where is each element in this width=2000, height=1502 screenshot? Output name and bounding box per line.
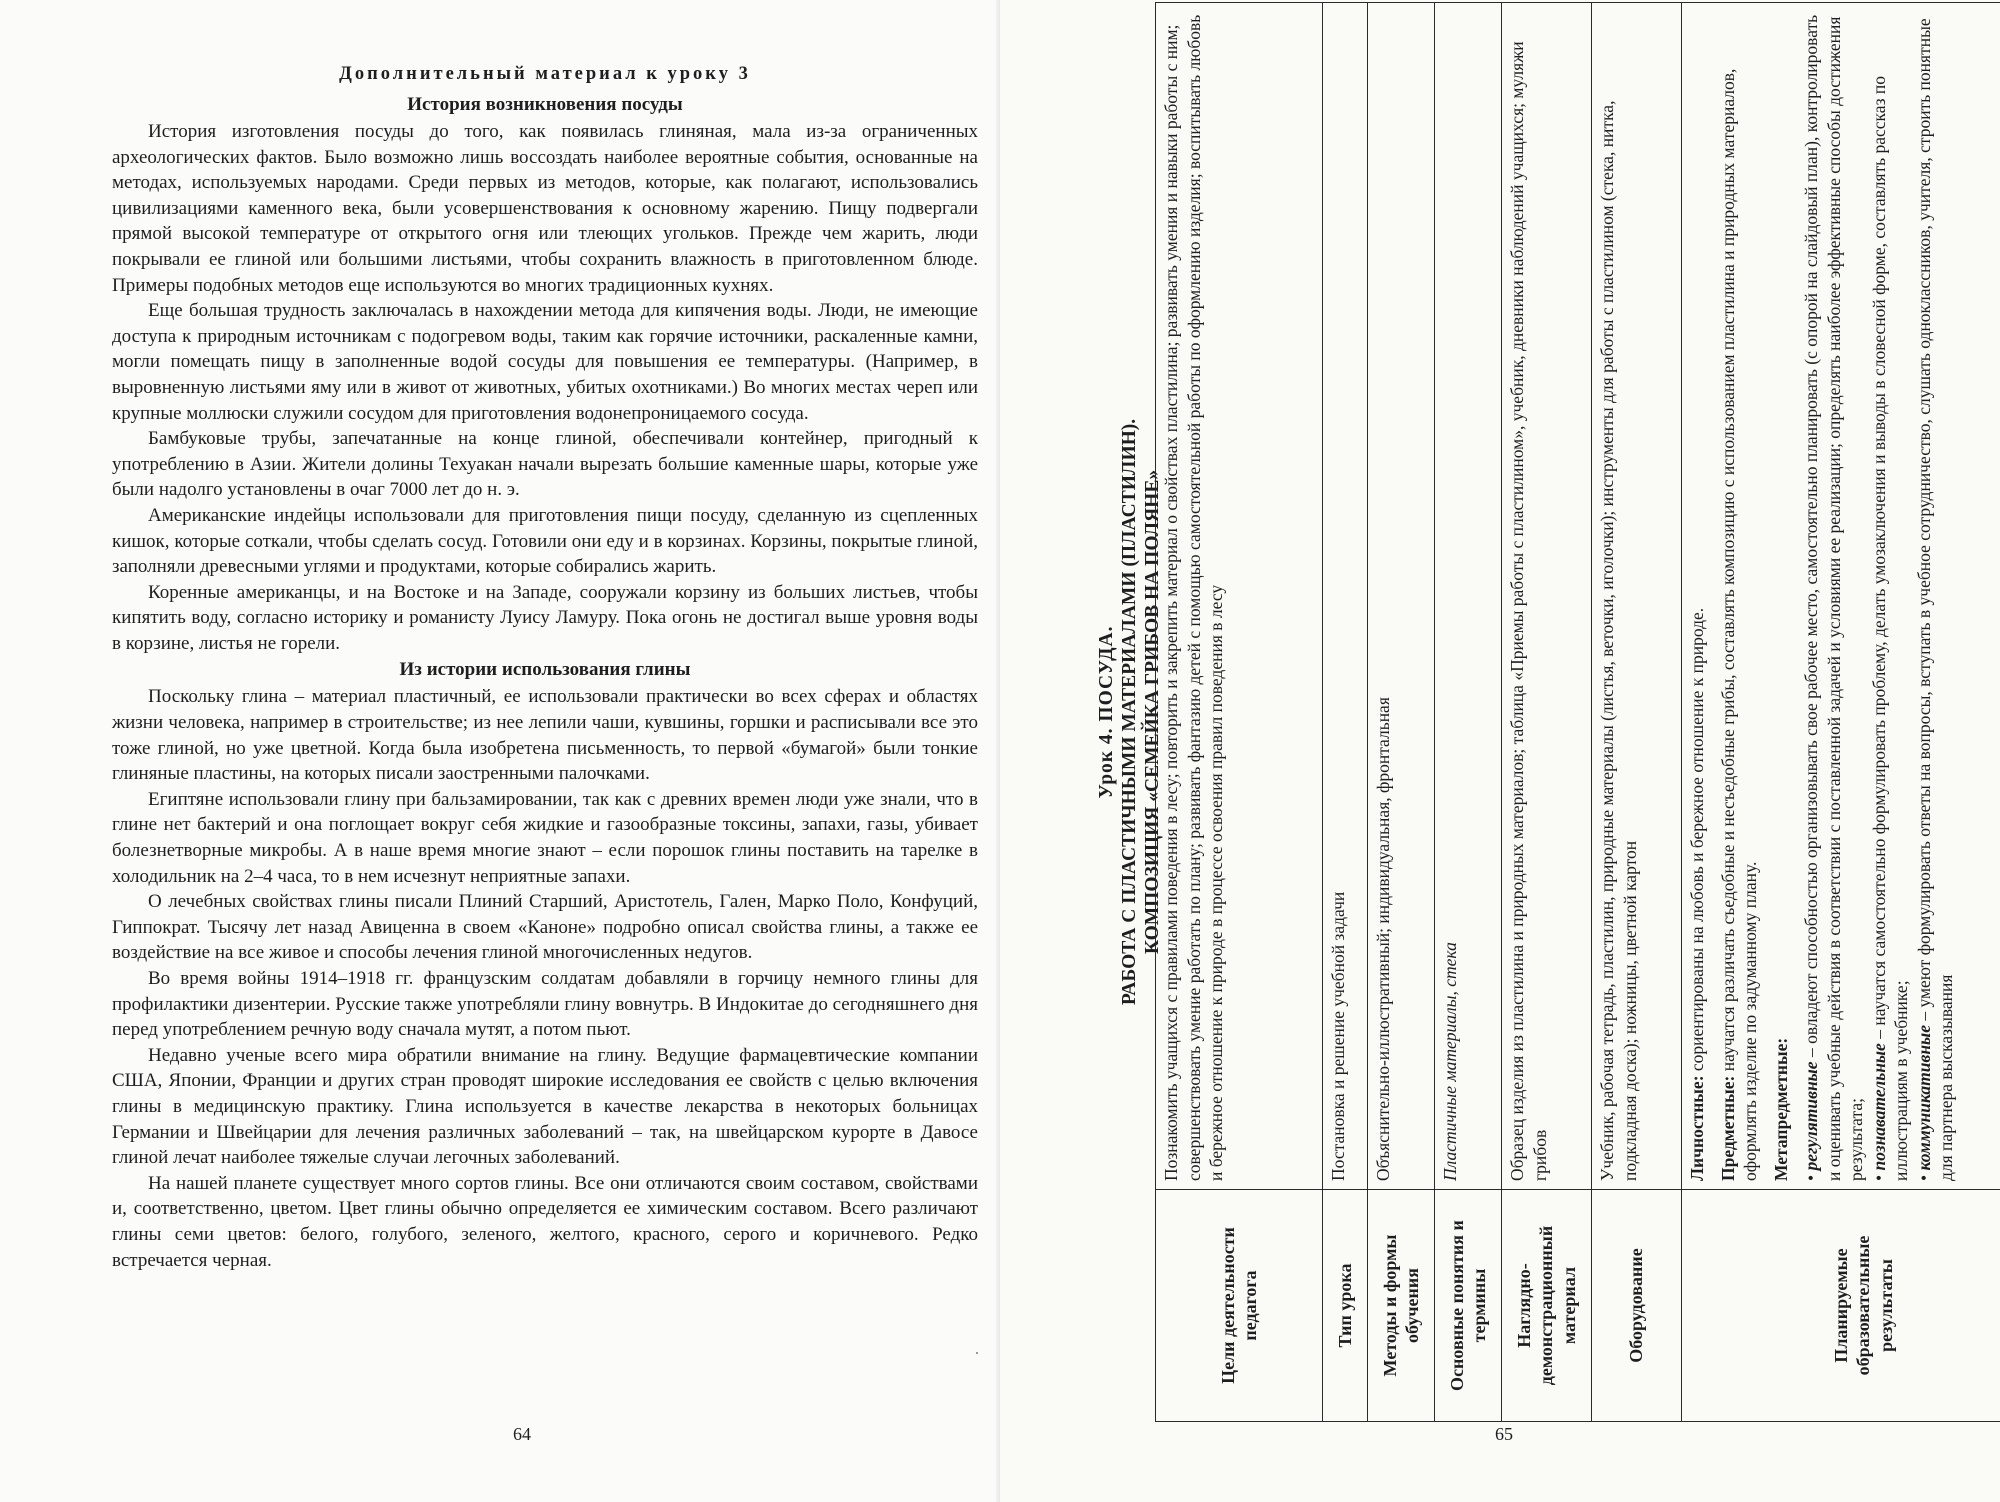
page-number-left: 64 — [513, 1424, 531, 1444]
results-communicative: • коммуникативные – умеют формулировать ответы на вопросы, вступать в учебное сотрудничество, слушать одноклассников, учителя, строить понятные для партнера высказывания — [1913, 18, 1956, 1181]
row-label-methods: Методы и формы обучения — [1368, 1190, 1435, 1422]
paper-speck — [976, 1352, 978, 1354]
paragraph: Коренные американцы, и на Востоке и на Западе, сооружали корзину из больших листьев, чтобы кипятить воду, согласно историку и романисту Луису Ламуру. Пока огонь не достигал выше уровня воды в корзине, листья не горели. — [112, 581, 978, 654]
results-personal-label: Личностные: — [1687, 1075, 1707, 1181]
results-reg-value: – овладеют способностью организовывать свое рабочее место, самостоятельно планировать (с опорой на слайдовый план), контролировать и оценивать учебные действия в соответствии с поставленной задачей и условиями ее реализации; определять наиболее эффективные способы достижения результата; — [1801, 14, 1866, 1181]
left-page-content — [112, 64, 978, 1273]
lesson-title-line3: КОМПОЗИЦИЯ «СЕМЕЙКА ГРИБОВ НА ПОЛЯНЕ» — [1142, 469, 1163, 955]
row-label-results: Планируемые образовательные результаты — [1682, 1190, 2000, 1422]
results-meta-label: Метапредметные: — [1770, 1037, 1791, 1181]
lesson-title-line1: Урок 4. ПОСУДА. — [1096, 625, 1117, 799]
row-label-equipment: Оборудование — [1592, 1190, 1682, 1422]
row-label-goals: Цели деятельности педагога — [1156, 1190, 1323, 1422]
row-value-methods: Объяснительно-иллюстративный; индивидуальная, фронтальная — [1368, 3, 1435, 1190]
paragraph: Американские индейцы использовали для приготовления пищи посуду, сделанную из сцепленных кишок, которые соткали, чтобы сделать сосуд. Готовили они еду и в корзинах. Корзины, покрытые глиной, заполняли древесными углями и продуктами, которые собирались жарить. — [112, 504, 978, 578]
row-value-concepts: Пластичные материалы, стека — [1435, 3, 1502, 1190]
row-label-concepts: Основные понятия и термины — [1435, 1190, 1502, 1422]
rotated-lesson-block — [1095, 2, 1956, 1422]
results-regulatory: • регулятивные – овладеют способностью организовывать свое рабочее место, самостоятельно планировать (с опорой на слайдовый план), контролировать и оценивать учебные действия в соответствии с поставленной задачей и условиями ее реализации; определять наиболее эффективные способы достижения результата; — [1801, 14, 1866, 1181]
results-subject-value: научатся различать съедобные и несъедобные грибы, составлять композицию с использованием пластилина и природных материалов, оформлять изделие по задуманному плану. — [1717, 68, 1760, 1181]
table-row — [1502, 3, 1592, 1422]
results-cog-label: познавательные — [1868, 1043, 1889, 1171]
lesson-plan-table — [1155, 2, 2000, 1422]
table-row — [1323, 3, 1368, 1422]
paragraph: Поскольку глина – материал пластичный, ее использовали практически во всех сферах и областях жизни человека, например в строительстве; из нее лепили чаши, кувшины, горшки и расписывали все это тоже глиной, но уже цветной. Когда была изобретена письменность, то первой «бумагой» были тонкие глиняные пластины, на которых писали заостренными палочками. — [112, 686, 978, 785]
paragraph: Еще большая трудность заключалась в нахождении метода для кипячения воды. Люди, не имеющие доступа к природным источникам с подогревом воды, таким как горячие источники, раскаленные камни, могли помещать пищу в заполненные водой сосуды для повышения ее температуры. (Например, в выровненную листьями яму или в живот от животных, убитых охотниками.) Во многих местах череп или крупные моллюски служили сосудом для приготовления водонепроницаемого сосуда. — [112, 300, 978, 424]
row-label-visual: Наглядно-демонстрационный материал — [1502, 1190, 1592, 1422]
table-row — [1592, 3, 1682, 1422]
results-reg-label: регулятивные — [1801, 1061, 1821, 1171]
paragraph: Во время войны 1914–1918 гг. французским солдатам добавляли в горчицу немного глины для профилактики дизентерии. Русские также употребляли глину вовнутрь. В Индокитае до сегодняшнего дня перед употреблением речную воду сначала мутят, а потом пьют. — [112, 968, 978, 1041]
paragraph: Египтяне использовали глину при бальзамировании, так как с древних времен люди уже знали, что в глине нет бактерий и она поглощает вокруг себя жидкие и газообразные токсины, запахи, газы, убивает болезнетворные микробы. А в наше время многие знают – если порошок глины поставить на тарелке в холодильник на 2–4 часа, то в нем исчезнут неприятные запахи. — [112, 788, 978, 887]
section1-title: История возникновения посуды — [407, 94, 683, 115]
lesson-title-line2: РАБОТА С ПЛАСТИЧНЫМИ МАТЕРИАЛАМИ (ПЛАСТИЛИН). — [1119, 418, 1140, 1006]
results-cognitive: • познавательные – научатся самостоятельно формулировать проблему, делать умозаключения и выводы в словесной форме, составлять рассказ по иллюстрациям в учебнике; — [1868, 76, 1911, 1181]
section2-title: Из истории использования глины — [399, 659, 691, 681]
supplementary-heading: Дополнительный материал к уроку 3 — [339, 64, 751, 84]
results-personal — [1686, 11, 1709, 1181]
paragraph: Бамбуковые трубы, запечатанные на конце глиной, обеспечивали контейнер, пригодный к употреблению в Азии. Жители долины Техуакан начали вырезать большие каменные шары, которые уже были надолго установлены в очаг 7000 лет до н. э. — [112, 428, 978, 501]
paragraph: Недавно ученые всего мира обратили внимание на глину. Ведущие фармацевтические компании США, Японии, Франции и других стран проводят широкие исследования ее свойств с целью включения глины в медицинскую практику. Глина используется в качестве лекарства в некоторых больницах Германии и Швейцарии для лечения различных заболеваний – так, на швейцарском курорте в Давосе глиной лечат наиболее тяжелые случаи легочных заболеваний. — [112, 1044, 978, 1169]
row-value-goals: Познакомить учащихся с правилами поведения в лесу; повторить и закрепить материал о свойствах пластилина; развивать умения и навыки работы с ним; совершенствовать умение работать по плану; развивать фантазию детей с помощью самостоятельной работы по оформлению изделия; воспитывать любовь и бережное отношение к природе в процессе освоения правил поведения в лесу — [1156, 3, 1323, 1190]
row-value-results — [1682, 3, 2000, 1190]
results-subject — [1717, 11, 1762, 1181]
page-number-right: 65 — [1495, 1424, 1513, 1444]
row-value-visual: Образец изделия из пластилина и природных материалов; таблица «Приемы работы с пластилином», учебник, дневники наблюдений учащихся; муляжи грибов — [1502, 3, 1592, 1190]
lesson-table — [1155, 2, 1956, 1422]
results-comm-value: – умеют формулировать ответы на вопросы, вступать в учебное сотрудничество, слушать одноклассников, учителя, строить понятные для партнера высказывания — [1913, 18, 1956, 1181]
results-cog-value: – научатся самостоятельно формулировать проблему, делать умозаключения и выводы в словесной форме, составлять рассказ по иллюстрациям в учебнике; — [1868, 76, 1911, 1181]
table-row — [1156, 3, 1323, 1422]
table-row — [1435, 3, 1502, 1422]
results-comm-label: коммуникативные — [1913, 1025, 1934, 1171]
table-row — [1368, 3, 1435, 1422]
table-row — [1682, 3, 2000, 1422]
row-value-type: Постановка и решение учебной задачи — [1323, 3, 1368, 1190]
paragraph: О лечебных свойствах глины писали Плиний Старший, Аристотель, Гален, Марко Поло, Конфуций, Гиппократ. Тысячу лет назад Авиценна в своем «Каноне» подробно описал свойства глины, а также ее воздействие на все живое и способы лечения глиной многочисленных недугов. — [112, 891, 978, 964]
row-value-equipment: Учебник, рабочая тетрадь, пластилин, природные материалы (листья, веточки, иголочки); инструменты для работы с пластилином (стека, нитка, подкладная доска); ножницы, цветной картон — [1592, 3, 1682, 1190]
results-personal-value: сориентированы на любовь и бережное отношение к природе. — [1687, 607, 1707, 1072]
paragraph: На нашей планете существует много сортов глины. Все они отличаются своим составом, свойствами и, соответственно, цветом. Цвет глины обычно определяется ее химическим составом. Всего различают глины семи цветов: белого, голубого, зеленого, желтого, красного, серого и коричневого. Редко встречается черная. — [112, 1172, 978, 1271]
results-subject-label: Предметные: — [1717, 1075, 1738, 1181]
paragraph: История изготовления посуды до того, как появилась глиняная, мала из-за ограниченных археологических фактов. Было возможно лишь воссоздать наиболее вероятные события, основанные на методах, используемых народами. Среди первых из методов, которые, как полагают, использовались цивилизациями каменного века, были усовершенствования к основному жарению. Пищу подвергали прямой высокой температуре от открытого огня или тлеющих угольков. Прежде чем жарить, люди покрывали ее глиной или большими листьями, чтобы сохранить влажность в приготовленном блюде. Примеры подобных методов еще используются во многих традиционных кухнях. — [112, 121, 978, 296]
row-label-type: Тип урока — [1323, 1190, 1368, 1422]
